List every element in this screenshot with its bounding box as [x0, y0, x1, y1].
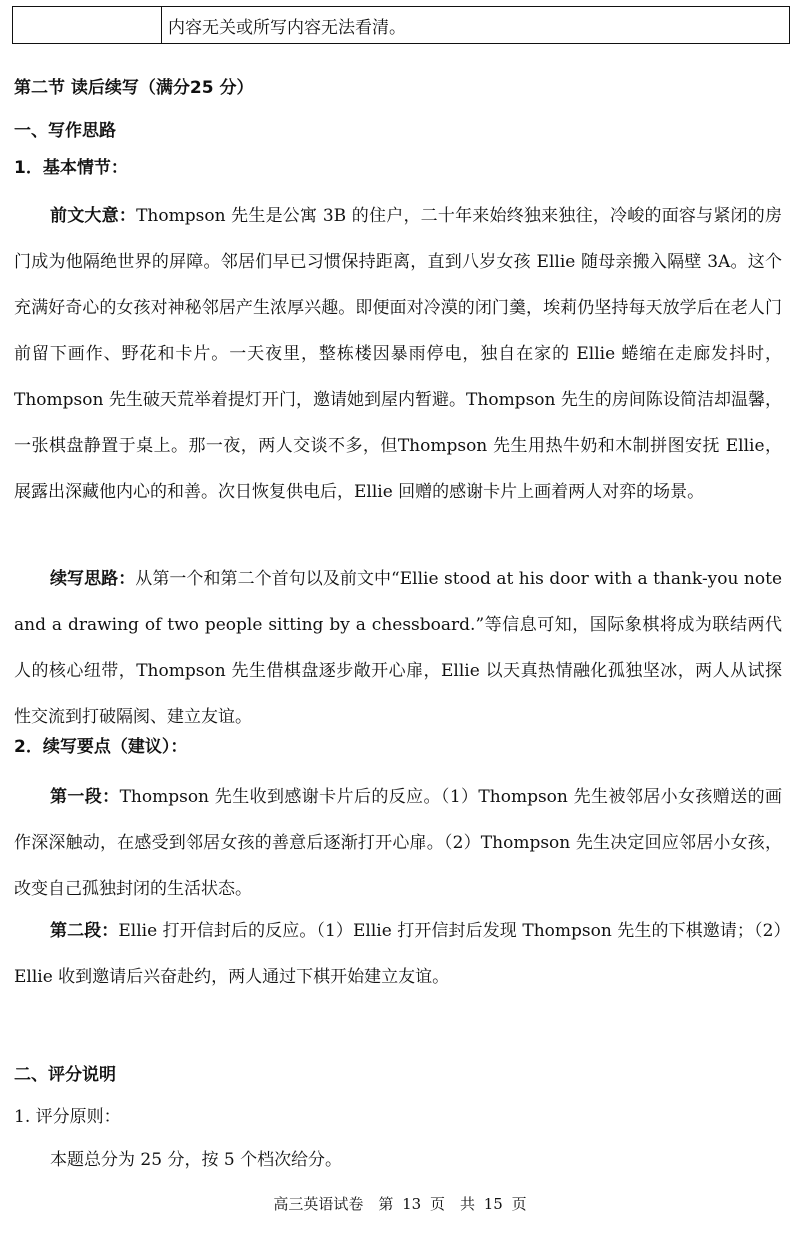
table-row: [13, 7, 790, 44]
writing-idea-label: 续写思路：: [50, 569, 136, 589]
key-points-heading: 2．续写要点（建议）：: [14, 737, 188, 757]
writing-idea-paragraph: [14, 556, 782, 740]
table-cell-empty: [13, 7, 162, 44]
section-title: 第二节 读后续写（满分25 分）: [14, 78, 254, 98]
summary-paragraph: [14, 193, 782, 515]
part2-heading: 二、评分说明: [14, 1065, 116, 1085]
part1-heading: 一、写作思路: [14, 121, 116, 141]
paragraph1-point: [14, 774, 782, 912]
basic-plot-heading: 1．基本情节：: [14, 158, 128, 178]
paragraph2-label: 第二段：: [50, 921, 119, 941]
scoring-principle-text: 本题总分为 25 分，按 5 个档次给分。: [50, 1150, 343, 1170]
writing-idea-text: 从第一个和第二个首句以及前文中“Ellie stood at his door with a thank-you note and a drawing of two people sitting by a chessboard.”等信息可知，国际象棋将成为联结两代人的核心纽带，Thompson 先生借棋盘逐步敞开心扉，Ellie 以天真热情融化孤独坚冰，两人从试探性交流到打破隔阂、建立友谊。: [14, 569, 783, 727]
summary-label: 前文大意：: [50, 206, 137, 226]
scoring-table-fragment: [12, 6, 790, 44]
summary-text: Thompson 先生是公寓 3B 的住户，二十年来始终独来独往，冷峻的面容与紧闭的房门成为他隔绝世界的屏障。邻居们早已习惯保持距离，直到八岁女孩 Ellie 随母亲搬入隔壁 3A。这个充满好奇心的女孩对神秘邻居产生浓厚兴趣。即便面对冷漠的闭门羹，埃莉仍坚持每天放学后在老人门前留下画作、野花和卡片。一天夜里，整栋楼因暴雨停电，独自在家的 Ellie 蜷缩在走廊发抖时，Thompson 先生破天荒举着提灯开门，邀请她到屋内暂避。Thompson 先生的房间陈设简洁却温馨，一张棋盘静置于桌上。那一夜，两人交谈不多，但Thompson 先生用热牛奶和木制拼图安抚 Ellie，展露出深藏他内心的和善。次日恢复供电后，Ellie 回赠的感谢卡片上画着两人对弈的场景。: [14, 206, 783, 502]
page-footer: 高三英语试卷 第 13 页 共 15 页: [273, 1195, 527, 1213]
scoring-principle-heading: 1. 评分原则：: [14, 1107, 121, 1127]
paragraph1-text: Thompson 先生收到感谢卡片后的反应。（1）Thompson 先生被邻居小女孩赠送的画作深深触动，在感受到邻居女孩的善意后逐渐打开心扉。（2）Thompson 先生决定回应邻居小女孩，改变自己孤独封闭的生活状态。: [14, 787, 782, 899]
paragraph2-text: Ellie 打开信封后的反应。（1）Ellie 打开信封后发现 Thompson 先生的下棋邀请；（2）Ellie 收到邀请后兴奋赴约，两人通过下棋开始建立友谊。: [14, 921, 782, 987]
paragraph1-label: 第一段：: [50, 787, 120, 807]
paragraph2-point: [14, 908, 782, 1000]
table-cell-description: 内容无关或所写内容无法看清。: [162, 7, 790, 44]
